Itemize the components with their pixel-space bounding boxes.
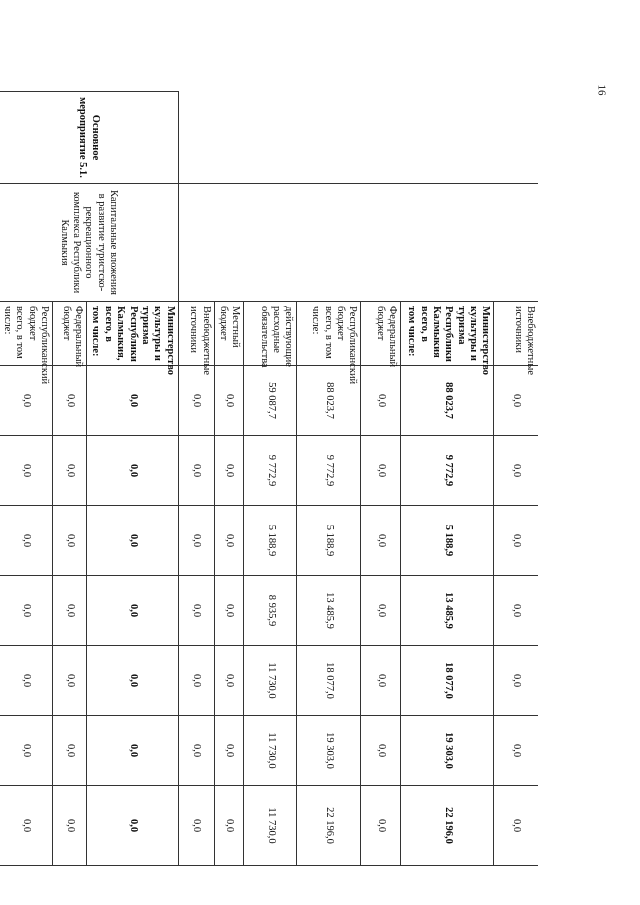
funding-source: Министерство культуры и туризма Республики Калмыкия, всего, в том числе: bbox=[87, 302, 179, 366]
value-cell: 0,0 bbox=[494, 716, 538, 786]
funding-source: Министерство культуры и туризма Республики Калмыкия всего, в том числе: bbox=[401, 302, 494, 366]
value-cell: 11 730,0 bbox=[244, 786, 297, 866]
value-cell: 8 935,9 bbox=[244, 576, 297, 646]
activity-cell-empty bbox=[178, 92, 538, 184]
value-cell: 0,0 bbox=[0, 786, 53, 866]
value-cell: 22 196,0 bbox=[297, 786, 361, 866]
value-cell: 19 303,0 bbox=[401, 716, 494, 786]
direction-cell-empty bbox=[178, 184, 538, 302]
value-cell: 0,0 bbox=[361, 576, 401, 646]
table-row bbox=[87, 92, 179, 866]
value-cell: 5 188,9 bbox=[244, 506, 297, 576]
funding-source: Внебюджетные источники bbox=[178, 302, 214, 366]
value-cell: 0,0 bbox=[494, 366, 538, 436]
budget-table-container bbox=[2, 91, 538, 865]
value-cell: 0,0 bbox=[494, 646, 538, 716]
value-cell: 0,0 bbox=[361, 366, 401, 436]
funding-source: Республиканский бюджет всего, в том числе: bbox=[0, 302, 53, 366]
value-cell: 0,0 bbox=[214, 436, 244, 506]
value-cell: 0,0 bbox=[214, 786, 244, 866]
funding-source: Республиканский бюджет всего, в том числе: bbox=[297, 302, 361, 366]
funding-source: Внебюджетные источники bbox=[494, 302, 538, 366]
value-cell: 0,0 bbox=[87, 506, 179, 576]
value-cell: 0,0 bbox=[87, 576, 179, 646]
page-number: 16 bbox=[595, 84, 608, 96]
value-cell: 0,0 bbox=[53, 506, 87, 576]
value-cell: 88 023,7 bbox=[297, 366, 361, 436]
budget-table bbox=[0, 91, 538, 866]
value-cell: 0,0 bbox=[87, 786, 179, 866]
value-cell: 0,0 bbox=[361, 436, 401, 506]
value-cell: 0,0 bbox=[0, 576, 53, 646]
value-cell: 0,0 bbox=[178, 576, 214, 646]
value-cell: 0,0 bbox=[494, 436, 538, 506]
value-cell: 0,0 bbox=[214, 716, 244, 786]
value-cell: 18 077,0 bbox=[297, 646, 361, 716]
value-cell: 0,0 bbox=[0, 436, 53, 506]
value-cell: 0,0 bbox=[87, 366, 179, 436]
value-cell: 0,0 bbox=[361, 786, 401, 866]
funding-source: Федеральный бюджет bbox=[53, 302, 87, 366]
value-cell: 0,0 bbox=[214, 646, 244, 716]
value-cell: 0,0 bbox=[53, 646, 87, 716]
value-cell: 0,0 bbox=[214, 366, 244, 436]
value-cell: 5 188,9 bbox=[401, 506, 494, 576]
value-cell: 0,0 bbox=[53, 786, 87, 866]
value-cell: 19 303,0 bbox=[297, 716, 361, 786]
value-cell: 0,0 bbox=[87, 436, 179, 506]
value-cell: 0,0 bbox=[361, 646, 401, 716]
value-cell: 0,0 bbox=[0, 506, 53, 576]
value-cell: 0,0 bbox=[494, 786, 538, 866]
value-cell: 0,0 bbox=[0, 646, 53, 716]
value-cell: 9 772,9 bbox=[401, 436, 494, 506]
value-cell: 0,0 bbox=[494, 576, 538, 646]
value-cell: 0,0 bbox=[0, 716, 53, 786]
value-cell: 5 188,9 bbox=[297, 506, 361, 576]
value-cell: 0,0 bbox=[0, 366, 53, 436]
value-cell: 0,0 bbox=[53, 366, 87, 436]
funding-source: Федеральный бюджет bbox=[361, 302, 401, 366]
value-cell: 0,0 bbox=[53, 716, 87, 786]
value-cell: 0,0 bbox=[87, 716, 179, 786]
table-row bbox=[494, 92, 538, 866]
value-cell: 0,0 bbox=[178, 506, 214, 576]
value-cell: 0,0 bbox=[53, 576, 87, 646]
value-cell: 0,0 bbox=[53, 436, 87, 506]
value-cell: 0,0 bbox=[361, 506, 401, 576]
value-cell: 22 196,0 bbox=[401, 786, 494, 866]
funding-source: действующие расходные обязательства bbox=[244, 302, 297, 366]
rotated-page-frame bbox=[2, 91, 538, 865]
value-cell: 0,0 bbox=[87, 646, 179, 716]
value-cell: 11 730,0 bbox=[244, 716, 297, 786]
value-cell: 0,0 bbox=[361, 716, 401, 786]
value-cell: 0,0 bbox=[494, 506, 538, 576]
value-cell: 0,0 bbox=[178, 366, 214, 436]
value-cell: 0,0 bbox=[178, 646, 214, 716]
value-cell: 88 023,7 bbox=[401, 366, 494, 436]
value-cell: 11 730,0 bbox=[244, 646, 297, 716]
value-cell: 9 772,9 bbox=[297, 436, 361, 506]
activity-label: Основное мероприятие 5.1. bbox=[0, 92, 178, 184]
funding-source: Местный бюджет bbox=[214, 302, 244, 366]
value-cell: 0,0 bbox=[178, 716, 214, 786]
value-cell: 13 485,9 bbox=[401, 576, 494, 646]
table-body bbox=[0, 92, 538, 866]
value-cell: 0,0 bbox=[178, 786, 214, 866]
direction-label: Капитальные вложения в развитие туристско-рекреационного комплекса Республики Калмыкия bbox=[0, 184, 178, 302]
value-cell: 59 087,7 bbox=[244, 366, 297, 436]
value-cell: 9 772,9 bbox=[244, 436, 297, 506]
value-cell: 0,0 bbox=[178, 436, 214, 506]
value-cell: 0,0 bbox=[214, 506, 244, 576]
value-cell: 0,0 bbox=[214, 576, 244, 646]
value-cell: 13 485,9 bbox=[297, 576, 361, 646]
value-cell: 18 077,0 bbox=[401, 646, 494, 716]
